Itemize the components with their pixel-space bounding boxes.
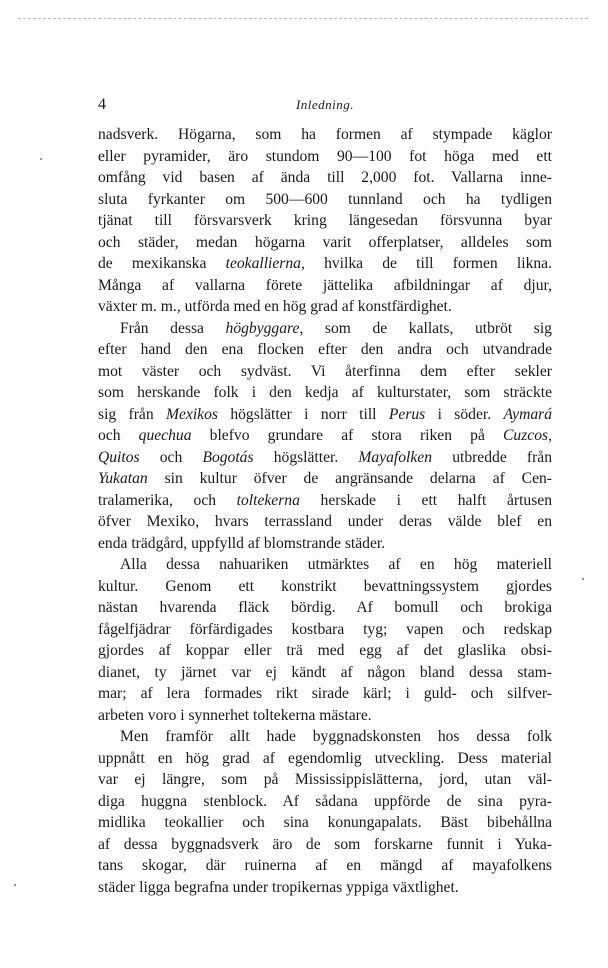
text-run: växter m. m., utförda med en hög grad af konstfärdighet. (98, 298, 452, 315)
text-run: högslätter. (253, 448, 359, 466)
text-run: eller pyramider, äro stundom 90—100 fot höga med ett (98, 147, 552, 165)
italic-term: Quitos (98, 448, 140, 466)
running-head: Inledning. (295, 97, 355, 112)
text-line (98, 210, 552, 232)
text-run: nästan hvarenda fläck bördig. Af bomull och brokiga (98, 599, 552, 616)
text-run: dianet, ty järnet var ej kändt af någon bland dessa stam- (98, 663, 552, 681)
text-run: de mexikanska (98, 255, 226, 272)
text-run: kultur. Genom ett konstrikt bevattningssystem gjordes (98, 577, 552, 595)
text-run: sig från (98, 405, 167, 423)
text-line (98, 189, 552, 211)
text-run: och (98, 427, 139, 444)
text-line (98, 318, 552, 340)
italic-term: quechua (138, 427, 192, 444)
page-top-edge-rule (18, 18, 588, 19)
text-run: nadsverk. Högarna, som ha formen af stympade käglor (98, 126, 552, 143)
italic-term: Aymará (503, 405, 552, 423)
text-line (98, 511, 552, 533)
italic-term: toltekerna (236, 491, 300, 509)
text-run: i söder. (425, 405, 504, 423)
page-header (98, 96, 552, 116)
text-line (98, 425, 552, 447)
text-line (98, 705, 552, 727)
italic-term: Bogotás (202, 448, 254, 466)
text-run: , hvilka de till formen likna. (300, 255, 552, 272)
italic-term: teokallierna (225, 255, 301, 272)
text-run: utbredde från (432, 448, 552, 466)
text-line (98, 361, 552, 383)
text-line (98, 640, 552, 662)
text-run: blefvo grundare af stora riken på (191, 427, 504, 444)
text-run: efter hand den ena flocken efter den andra och utvandrade (98, 341, 552, 358)
text-line (98, 597, 552, 619)
text-run: sin kultur öfver de angränsande delarna af Cen- (147, 470, 552, 487)
text-run: uppnått en hög grad af egendomlig utveckling. Dess material (98, 749, 552, 767)
text-run: och städer, medan högarna varit offerplatser, alldeles som (98, 233, 552, 251)
text-run: Alla dessa nahuariken utmärktes af en hög materiell (120, 556, 552, 573)
text-line (98, 683, 552, 705)
text-run: Från dessa (120, 319, 226, 337)
text-line (98, 382, 552, 404)
text-line (98, 877, 552, 899)
text-line (98, 576, 552, 598)
text-line (98, 769, 552, 791)
text-run: tans skogar, där ruinerna af en mängd af mayafolkens (98, 857, 552, 874)
page-number: 4 (98, 96, 106, 113)
italic-term: högbyggare (225, 319, 300, 337)
paragraph (98, 726, 552, 898)
text-line (98, 232, 552, 254)
text-run: af dessa byggnadsverk äro de som forskarne funnit i Yuka- (98, 835, 552, 853)
text-line (98, 124, 552, 146)
text-line (98, 490, 552, 512)
italic-term: Mexikos (166, 405, 218, 423)
text-line (98, 726, 552, 748)
text-run: mot väster och sydväst. Vi återfinna dem efter sekler (98, 362, 552, 380)
margin-speck (14, 884, 16, 886)
text-line (98, 619, 552, 641)
paragraph (98, 554, 552, 726)
text-run: och (139, 448, 203, 466)
text-line (98, 662, 552, 684)
text-line (98, 275, 552, 297)
text-line (98, 167, 552, 189)
text-line (98, 146, 552, 168)
text-run: Många af vallarna förete jättelika afbildningar af djur, (98, 276, 552, 294)
text-line (98, 554, 552, 576)
text-line (98, 855, 552, 877)
text-run: omfång vid basen af ända till 2,000 fot. Vallarna inne- (98, 169, 552, 186)
text-line (98, 791, 552, 813)
text-run: sluta fyrkanter om 500—600 tunnland och ha tydligen (98, 190, 552, 208)
text-line (98, 468, 552, 490)
text-line (98, 812, 552, 834)
text-run: fågelfjädrar förfärdigades kostbara tyg; vapen och redskap (98, 620, 552, 638)
text-line (98, 296, 552, 318)
margin-speck (40, 158, 42, 160)
text-run: öfver Mexiko, hvars terrassland under deras välde blef en (98, 513, 552, 530)
text-run: herskade i ett halft årtusen (299, 491, 552, 509)
text-run: diga huggna stenblock. Af sådana uppförde de sina pyra- (98, 792, 552, 810)
text-line (98, 339, 552, 361)
italic-term: Cuzcos, (503, 427, 552, 444)
text-run: midlika teokallier och sina konungapalats. Bäst bibehållna (98, 814, 552, 831)
text-line (98, 834, 552, 856)
text-run: tralamerika, och (98, 491, 237, 509)
text-line (98, 253, 552, 275)
italic-term: Mayafolken (358, 448, 433, 466)
text-line (98, 748, 552, 770)
paragraph (98, 124, 552, 318)
paragraph (98, 318, 552, 555)
text-run: tjänat till försvarsverk kring längesedan försvunna byar (98, 212, 552, 229)
text-run: som herskande folk i den kedja af kulturstater, som sträckte (98, 384, 552, 401)
text-line (98, 533, 552, 555)
text-run: gjordes af koppar eller trä med egg af det glaslika obsi- (98, 642, 552, 659)
text-run: mar; af lera formades rikt sirade kärl; i guld- och silfver- (98, 685, 552, 702)
italic-term: Yukatan (98, 470, 148, 487)
body-text (98, 124, 552, 898)
text-line (98, 447, 552, 469)
text-run: Men framför allt hade byggnadskonsten hos dessa folk (120, 728, 552, 745)
text-run: var ej längre, som på Mississippislätterna, jord, utan väl- (98, 771, 552, 788)
text-run: arbeten voro i synnerhet toltekerna mästare. (98, 706, 372, 724)
italic-term: Perus (388, 405, 426, 423)
text-run: städer ligga begrafna under tropikernas yppiga växtlighet. (98, 878, 459, 896)
margin-speck (582, 578, 584, 580)
text-line (98, 404, 552, 426)
text-run: , som de kallats, utbröt sig (299, 319, 552, 337)
text-run: enda trädgård, uppfylld af blomstrande städer. (98, 534, 386, 552)
text-run: högslätter i norr till (217, 405, 389, 423)
